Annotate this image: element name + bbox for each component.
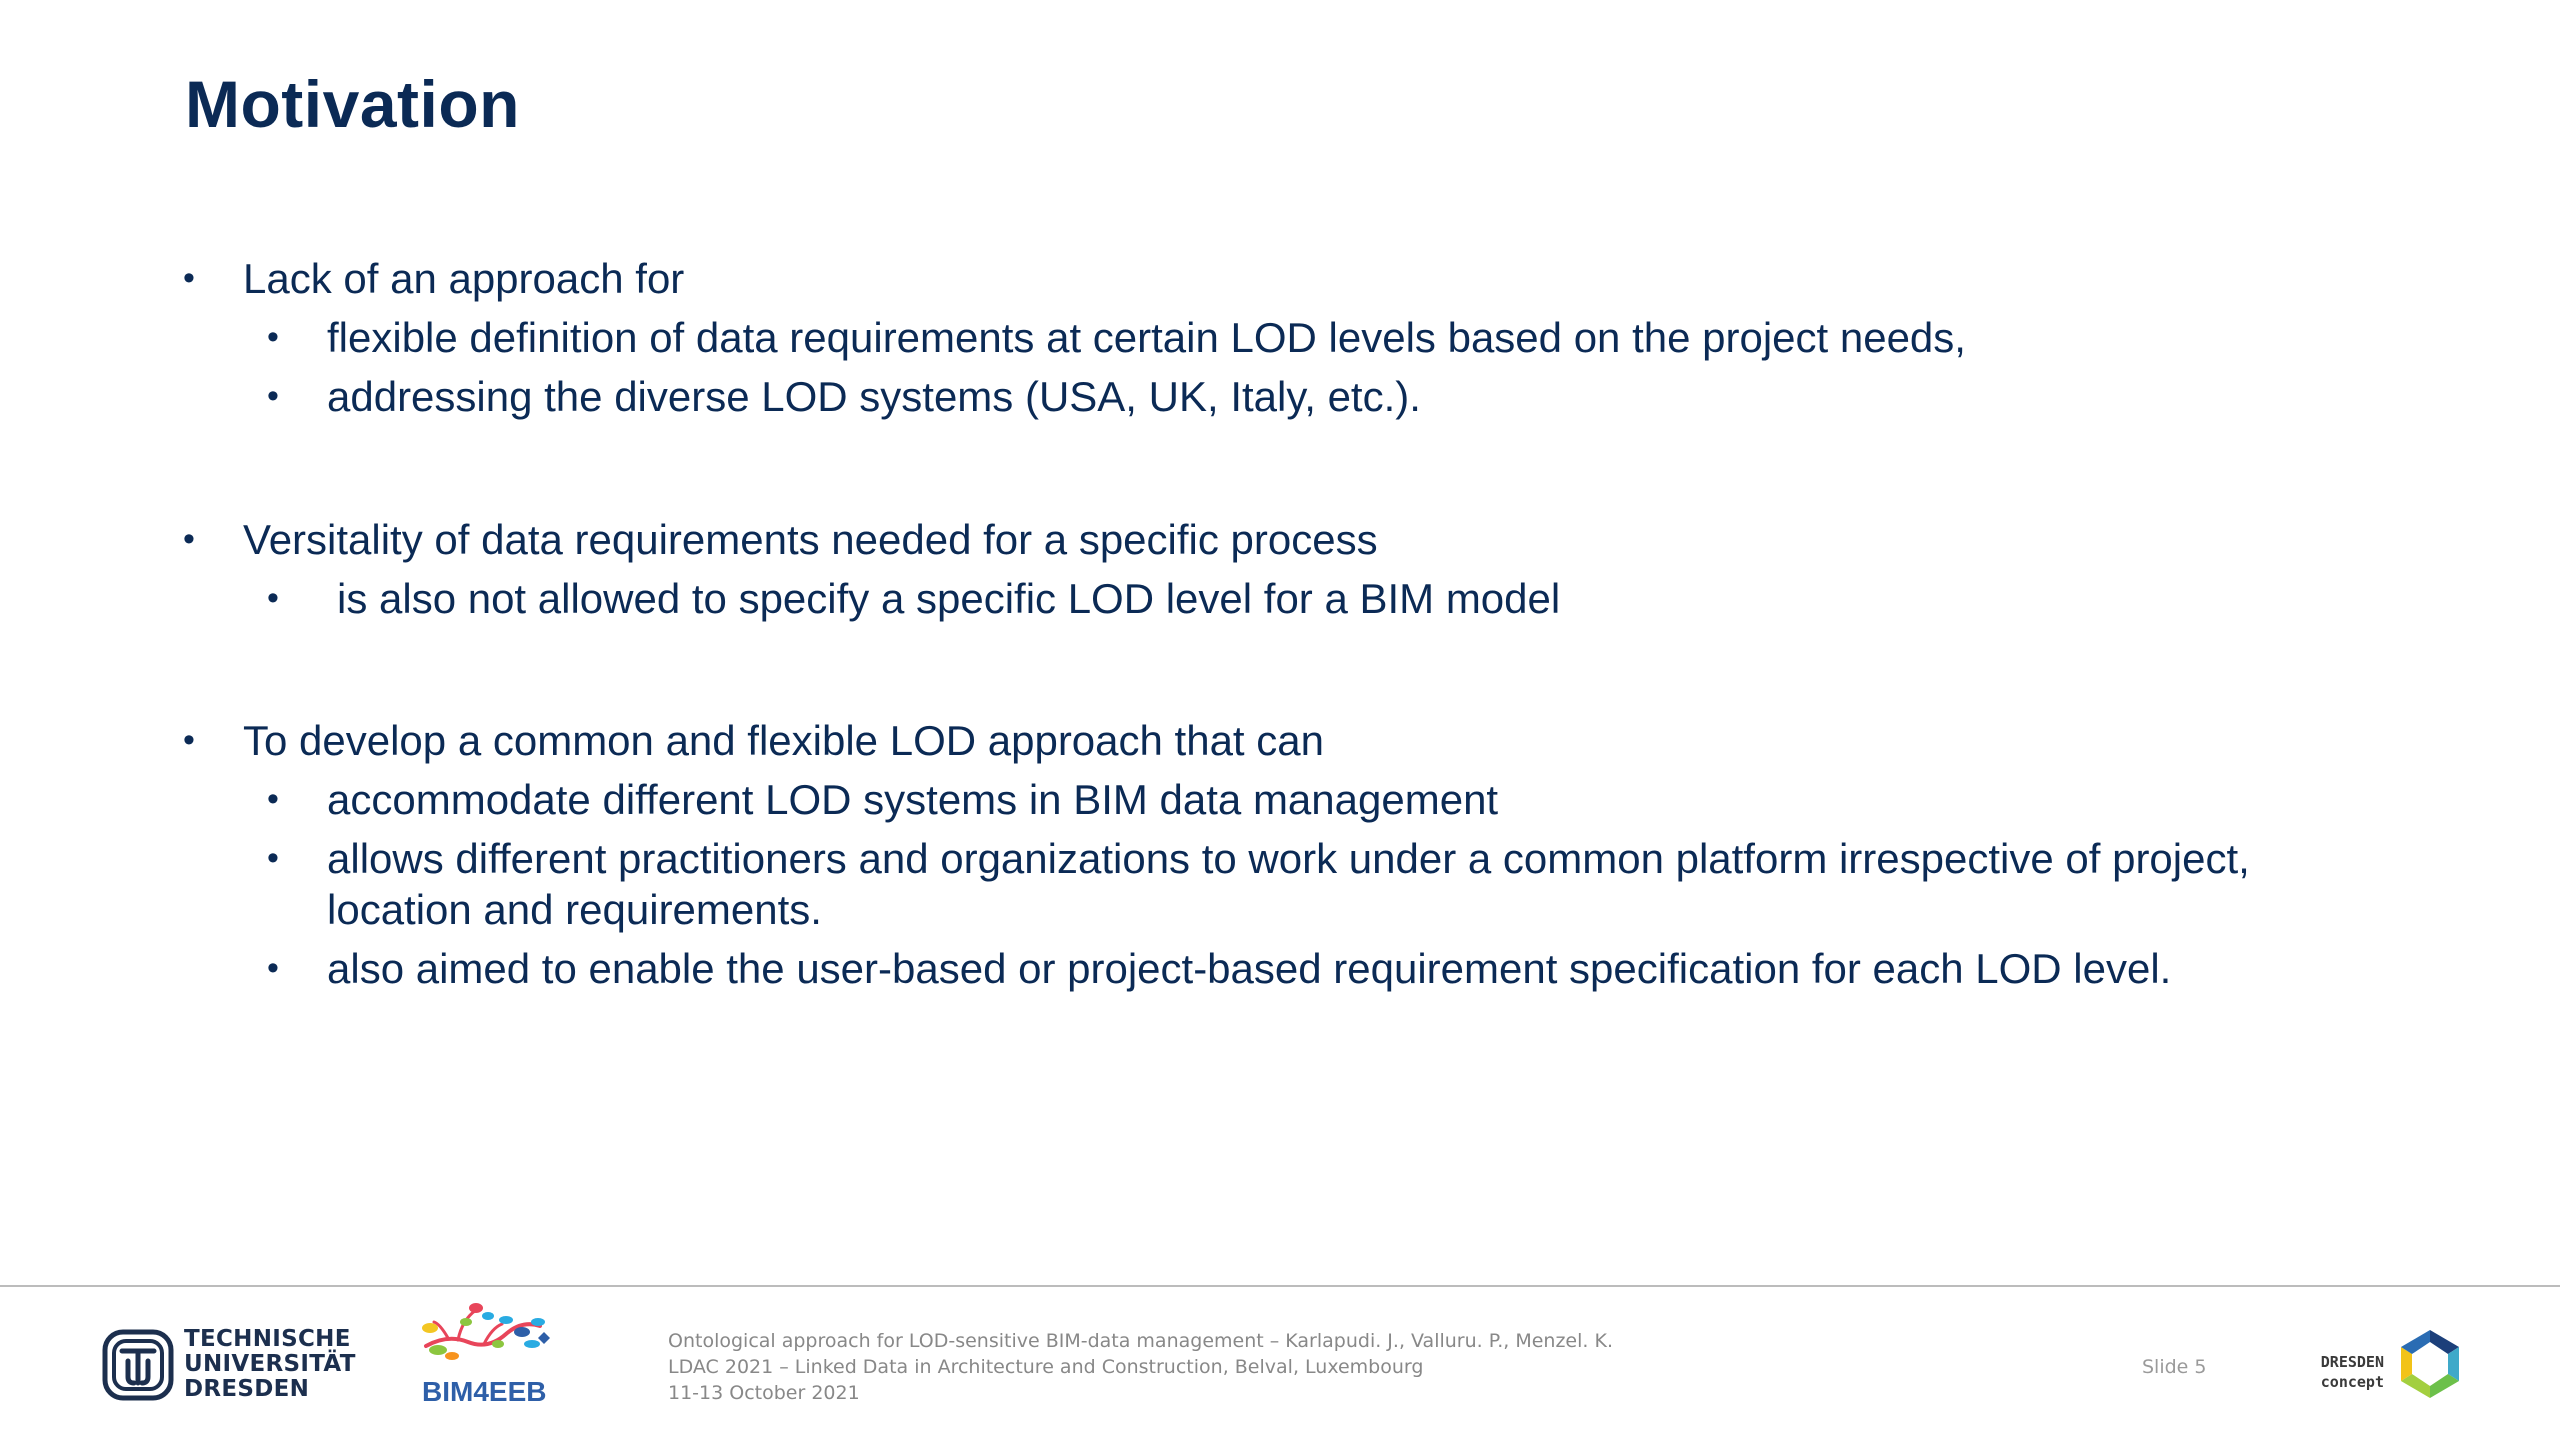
bullet-marker: • xyxy=(267,839,279,877)
bullet-marker: • xyxy=(267,377,279,415)
bullet-text: flexible definition of data requirements at certain LOD levels based on the project needs, xyxy=(327,314,1966,361)
bullet-text: addressing the diverse LOD systems (USA, UK, Italy, etc.). xyxy=(327,373,1421,420)
footer-divider xyxy=(0,1285,2560,1287)
tu-logo-line: TECHNISCHE xyxy=(184,1326,351,1352)
bullet-text: Versitality of data requirements needed for a specific process xyxy=(243,516,1378,563)
footer-info xyxy=(668,1328,1613,1406)
bullet-marker: • xyxy=(183,721,195,759)
bullet-marker: • xyxy=(267,579,279,617)
bullet-marker: • xyxy=(183,259,195,297)
dresden-concept-ring-icon xyxy=(2392,1326,2468,1402)
dresden-logo-line: DRESDEN xyxy=(2320,1353,2384,1371)
footer-info-line: 11-13 October 2021 xyxy=(668,1382,860,1404)
slide-number: Slide 5 xyxy=(2142,1356,2207,1378)
bullet-marker: • xyxy=(267,949,279,987)
bullet-text: Lack of an approach for xyxy=(243,255,685,302)
slide-title: Motivation xyxy=(185,67,520,141)
footer-info-line: LDAC 2021 – Linked Data in Architecture and Construction, Belval, Luxembourg xyxy=(668,1356,1424,1378)
bullet-marker: • xyxy=(267,318,279,356)
bullet-text: also aimed to enable the user-based or project-based requirement specification for each LOD level. xyxy=(327,945,2172,992)
tu-logo-line: DRESDEN xyxy=(184,1376,310,1402)
bim4eeb-logo xyxy=(418,1298,553,1408)
bim4eeb-tree-icon xyxy=(418,1298,553,1378)
bullet-marker: • xyxy=(183,520,195,558)
tu-logo-line: UNIVERSITÄT xyxy=(184,1351,356,1377)
bullet-text: To develop a common and flexible LOD approach that can xyxy=(243,717,1324,764)
dresden-concept-wordmark xyxy=(2296,1352,2384,1392)
bullet-text: allows different practitioners and organizations to work under a common platform irrespective of project, location and requirements. xyxy=(327,835,2250,933)
bullet-text: is also not allowed to specify a specific LOD level for a BIM model xyxy=(337,575,1561,622)
footer-info-line: Ontological approach for LOD-sensitive BIM-data management – Karlapudi. J., Valluru. P., Menzel. K. xyxy=(668,1330,1613,1352)
tu-dresden-wordmark xyxy=(184,1327,356,1402)
dresden-concept-logo xyxy=(2296,1322,2476,1412)
bullet-marker: • xyxy=(267,780,279,818)
tu-dresden-emblem-icon xyxy=(102,1329,174,1401)
bullet-text: accommodate different LOD systems in BIM data management xyxy=(327,776,1499,823)
tu-dresden-logo xyxy=(102,1325,356,1405)
bim4eeb-wordmark: BIM4EEB xyxy=(422,1376,547,1407)
dresden-logo-line: concept xyxy=(2320,1373,2384,1391)
